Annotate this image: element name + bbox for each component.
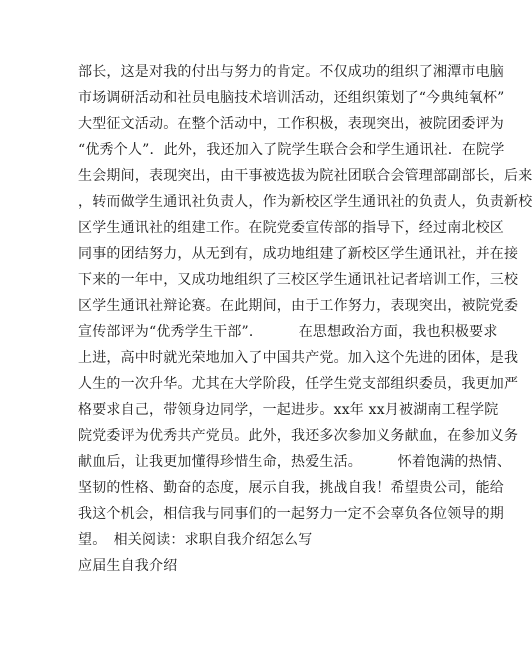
body-text-line: 上进，高中时就光荣地加入了中国共产党。加入这个先进的团体，是我 xyxy=(78,350,519,366)
body-text-line: 坚韧的性格、勤奋的态度，展示自我，挑战自我！希望贵公司，能给 xyxy=(78,480,504,496)
body-text-line: 区学生通讯社的组建工作。在院党委宣传部的指导下，经过南北校区 xyxy=(78,220,504,236)
body-text-line: 宣传部评为“优秀学生干部”． 在思想政治方面，我也积极要求 xyxy=(78,324,498,340)
section-heading: 应届生自我介绍 xyxy=(78,558,178,574)
body-text-line: 区学生通讯社辩论赛。在此期间，由于工作努力，表现突出，被院党委 xyxy=(78,298,519,314)
related-reading-line: 望。 相关阅读：求职自我介绍怎么写 xyxy=(78,532,313,548)
body-text-line: 献血后，让我更加懂得珍惜生命，热爱生活。 怀着饱满的热情、 xyxy=(78,454,512,470)
body-text-line: 院党委评为优秀共产党员。此外，我还多次参加义务献血，在参加义务 xyxy=(78,428,519,444)
body-text-line: 同事的团结努力，从无到有，成功地组建了新校区学生通讯社，并在接 xyxy=(78,246,519,262)
body-text-line: 部长，这是对我的付出与努力的肯定。不仅成功的组织了湘潭市电脑 xyxy=(78,64,504,80)
body-text-line: 下来的一年中，又成功地组织了三校区学生通讯社记者培训工作，三校 xyxy=(78,272,519,288)
body-text-line: 格要求自己，带领身边同学，一起进步。xx年 xx月被湖南工程学院 xyxy=(78,402,499,418)
body-text-line: 人生的一次升华。尤其在大学阶段，任学生党支部组织委员，我更加严 xyxy=(78,376,519,392)
body-text-line: 生会期间，表现突出，由干事被选拔为院社团联合会管理部副部长，后来 xyxy=(78,168,532,184)
body-text-line: ，转而做学生通讯社负责人，作为新校区学生通讯社的负责人，负责新校 xyxy=(78,194,532,210)
body-text-line: 大型征文活动。在整个活动中，工作积极，表现突出，被院团委评为 xyxy=(78,116,504,132)
body-text-line: 市场调研活动和社员电脑技术培训活动，还组织策划了“今典纯氧杯” xyxy=(78,90,505,106)
body-text-line: 我这个机会，相信我与同事们的一起努力一定不会辜负各位领导的期 xyxy=(78,506,504,522)
body-text-line: “优秀个人”．此外，我还加入了院学生联合会和学生通讯社．在院学 xyxy=(78,142,505,158)
